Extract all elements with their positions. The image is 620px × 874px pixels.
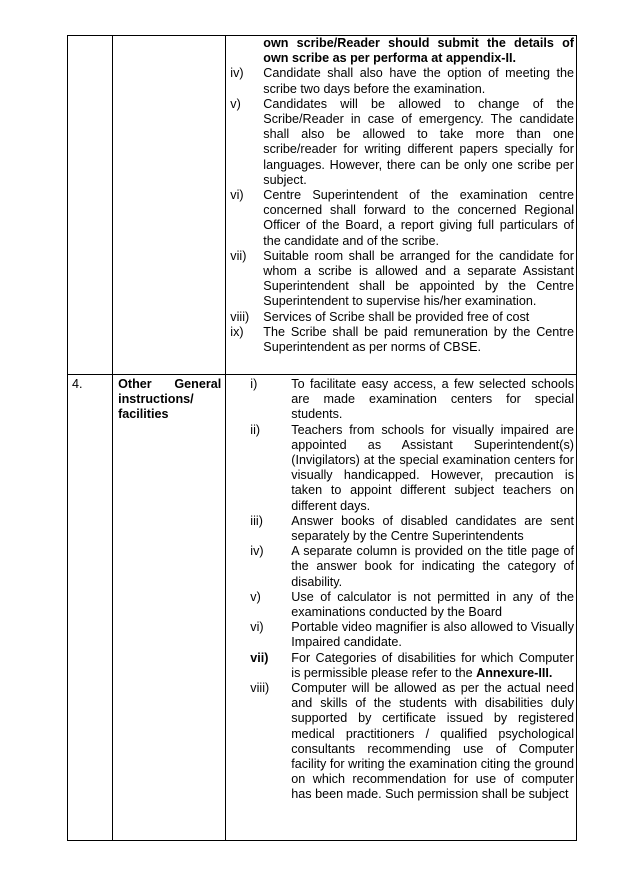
item-text: Teachers from schools for visually impaired are appointed as Assistant Superintendent(s) (Invigilators) at the special examination centers for visually handicapped. However, precaution is taken to appoint different subject teachers on different days. — [291, 422, 574, 513]
item-number: vi) — [230, 188, 244, 203]
list-item — [250, 514, 574, 544]
item-text: Computer will be allowed as per the actual need and skills of the students with disabilities duly supported by certificate issued by registered medical practitioners / qualified psychological consultants recommending use of Computer facility for writing the examination citing the ground on which recommendation for use of computer has been made. Such permission shall be subject — [291, 681, 574, 802]
details-cell — [226, 375, 577, 841]
item-number: vi) — [250, 620, 264, 635]
serial-number-cell: 4. — [68, 375, 113, 841]
item-text: Candidates will be allowed to change of the Scribe/Reader in case of emergency. The candidate shall also be allowed to take more than one scribe/reader for writing different papers specially for languages. However, there can be only one scribe per subject. — [263, 96, 574, 187]
list-item — [250, 651, 574, 681]
item-text: Use of calculator is not permitted in any of the examinations conducted by the Board — [291, 589, 574, 620]
serial-number-cell — [68, 36, 113, 375]
item-text-body: For Categories of disabilities for which Computer is permissible please refer to the — [291, 650, 574, 680]
list-item — [250, 681, 574, 803]
topic-title: facilities — [118, 407, 169, 422]
item-number: v) — [230, 96, 241, 111]
item-text: Answer books of disabled candidates are sent separately by the Centre Superintendents — [291, 513, 574, 544]
list-item — [230, 188, 574, 249]
item-text: To facilitate easy access, a few selected schools are made examination centers for special students. — [291, 377, 574, 422]
item-text: The Scribe shall be paid remuneration by the Centre Superintendent as per norms of CBSE. — [263, 324, 574, 355]
instructions-table — [67, 35, 577, 841]
list-item — [230, 325, 574, 355]
item-text: Portable video magnifier is also allowed to Visually Impaired candidate. — [291, 620, 574, 650]
item-text — [291, 651, 574, 681]
topic-cell — [113, 36, 226, 375]
annexure-reference: Annexure-III. — [476, 665, 553, 680]
item-text: Centre Superintendent of the examination centre concerned shall forward to the concerned Regional Officer of the Board, a report giving full particulars of the candidate and of the scribe. — [263, 188, 574, 248]
table-row — [68, 375, 577, 841]
details-cell — [226, 36, 577, 375]
item-number: i) — [250, 377, 258, 391]
item-text: Suitable room shall be arranged for the candidate for whom a scribe is allowed and a separate Assistant Superintendent shall be appointed by the Centre Superintendent to supervise his/her examination. — [263, 248, 574, 309]
instruction-list — [226, 375, 576, 803]
list-item — [250, 377, 574, 423]
item-text: A separate column is provided on the title page of the answer book for indicating the category of disability. — [291, 544, 574, 589]
item-text: Services of Scribe shall be provided free of cost — [263, 309, 530, 324]
item-number: ix) — [230, 324, 244, 339]
item-number: iii) — [250, 513, 263, 528]
item-number: ii) — [250, 422, 261, 437]
item-number: viii) — [230, 309, 250, 324]
list-item — [230, 97, 574, 188]
list-item — [230, 310, 574, 325]
topic-title: Other General — [118, 377, 222, 391]
list-item — [250, 590, 574, 620]
topic-title: instructions/ — [118, 392, 194, 407]
list-item — [230, 66, 574, 96]
item-number: vii) — [250, 650, 269, 665]
list-item — [250, 620, 574, 650]
instruction-list — [226, 66, 576, 355]
list-item — [230, 249, 574, 310]
table-row — [68, 36, 577, 375]
item-number: iv) — [250, 544, 264, 559]
list-item — [250, 423, 574, 514]
item-number: v) — [250, 589, 261, 604]
list-item — [250, 544, 574, 590]
topic-cell — [113, 375, 226, 841]
item-number: iv) — [230, 66, 244, 81]
continued-text: own scribe/Reader should submit the details of own scribe as per performa at appendix-II. — [263, 36, 574, 66]
item-number: viii) — [250, 681, 270, 696]
item-text: Candidate shall also have the option of meeting the scribe two days before the examination. — [263, 66, 574, 96]
item-number: vii) — [230, 248, 247, 263]
